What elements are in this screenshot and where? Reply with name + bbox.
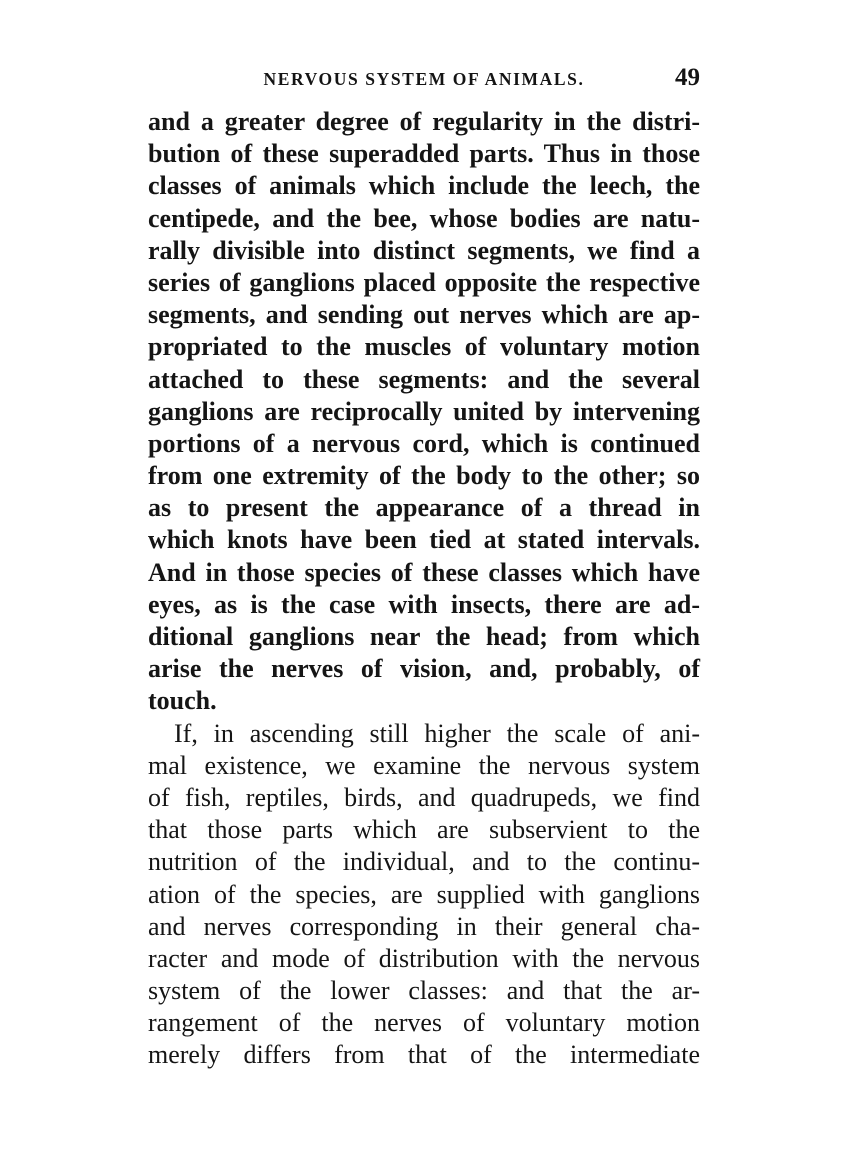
text-line: system of the lower classes: and that the ar- — [148, 976, 700, 1006]
text-line: that those parts which are subservient to the — [148, 815, 700, 845]
text-line: and nerves corresponding in their general cha- — [148, 911, 700, 941]
text-line: series of ganglions placed opposite the respective — [148, 267, 700, 297]
text-line: segments, and sending out nerves which are ap- — [148, 300, 700, 330]
paragraph-2 — [148, 718, 700, 1072]
text-line: racter and mode of distribution with the nervous — [148, 943, 700, 973]
text-line: ganglions are reciprocally united by intervening — [148, 396, 700, 426]
text-line: portions of a nervous cord, which is continued — [148, 428, 700, 458]
running-head — [148, 64, 700, 94]
running-title: NERVOUS SYSTEM OF ANIMALS. — [263, 69, 585, 89]
text-line: attached to these segments: and the several — [148, 364, 700, 394]
text-line: arise the nerves of vision, and, probably, of — [148, 654, 700, 684]
paragraph-1 — [148, 106, 700, 718]
text-line: touch. — [148, 686, 217, 716]
text-line: classes of animals which include the leech, the — [148, 171, 700, 201]
text-line: mal existence, we examine the nervous system — [148, 750, 700, 780]
body-text — [148, 106, 700, 1072]
text-line: and a greater degree of regularity in the distri- — [148, 107, 700, 136]
text-line: of fish, reptiles, birds, and quadrupeds, we find — [148, 782, 700, 812]
text-line: rally divisible into distinct segments, we find a — [148, 235, 700, 265]
text-line: which knots have been tied at stated intervals. — [148, 525, 700, 555]
text-line: ation of the species, are supplied with ganglions — [148, 879, 700, 909]
text-line: from one extremity of the body to the other; so — [148, 461, 700, 491]
text-line: eyes, as is the case with insects, there are ad- — [148, 589, 700, 619]
text-line: merely differs from that of the intermediate — [148, 1040, 700, 1070]
text-line: as to present the appearance of a thread in — [148, 493, 700, 523]
text-line: rangement of the nerves of voluntary motion — [148, 1008, 700, 1038]
page-number: 49 — [675, 64, 700, 91]
text-line: And in those species of these classes which have — [148, 557, 700, 587]
text-line: centipede, and the bee, whose bodies are natu- — [148, 203, 700, 233]
text-line: If, in ascending still higher the scale of ani- — [174, 718, 700, 748]
text-line: bution of these superadded parts. Thus in those — [148, 139, 700, 169]
text-line: propriated to the muscles of voluntary motion — [148, 332, 700, 362]
text-line: ditional ganglions near the head; from which — [148, 622, 700, 651]
text-line: nutrition of the individual, and to the continu- — [148, 847, 700, 877]
